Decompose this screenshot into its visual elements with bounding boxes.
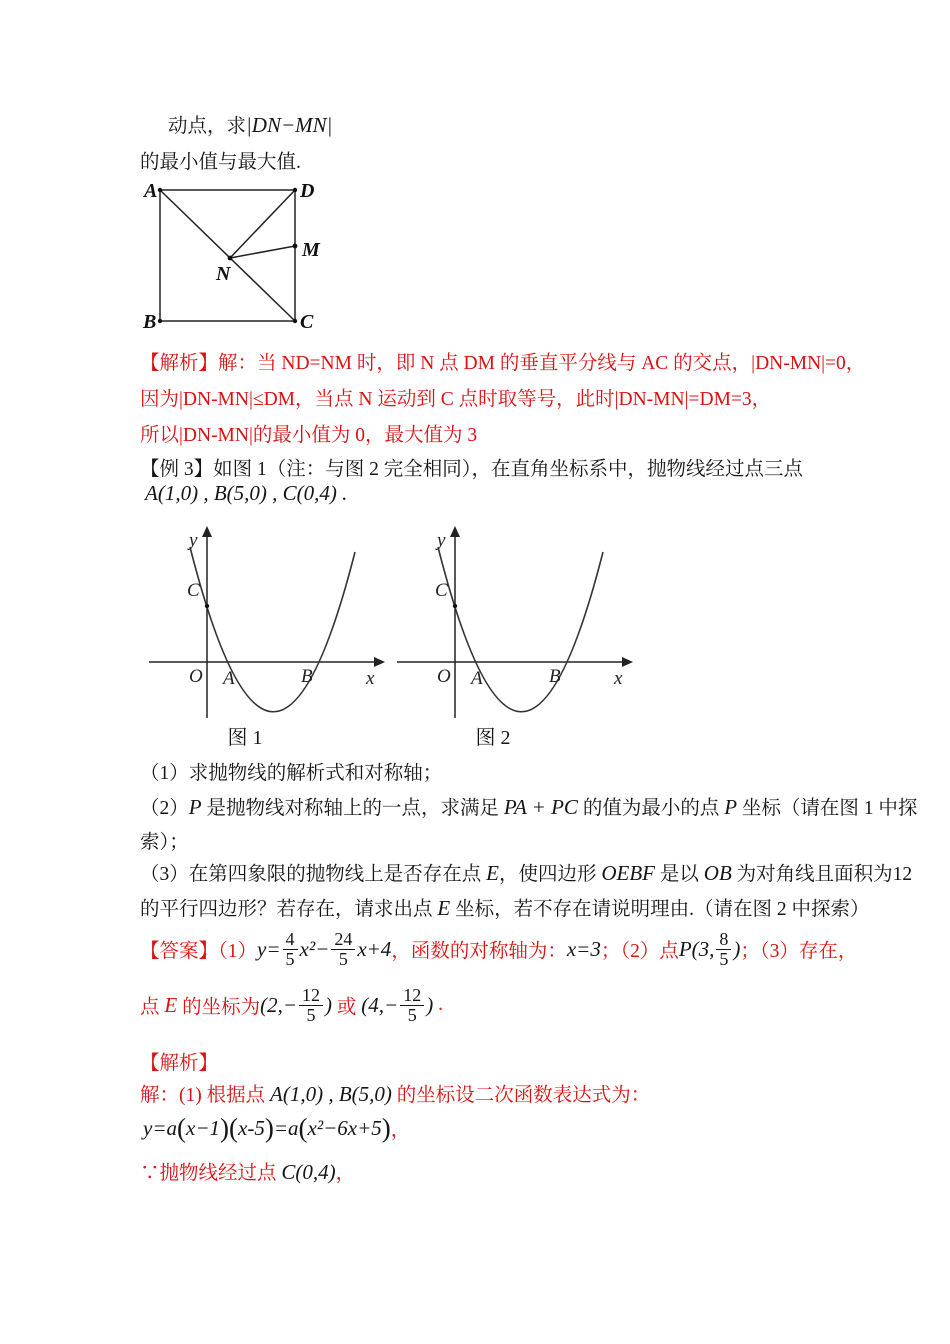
question-2-wrap: 索）； xyxy=(140,832,189,853)
label-M: M xyxy=(302,239,320,261)
answer-line-1: 【答案】（1） y= $\frac{4}{5}$ x²− $\frac{24}{5}$ x+4 ，函数的对称轴为： x=3 ；（2）点 P(3, $\frac{8}{5}$ ) ；（3）存在， xyxy=(140,928,858,969)
question-2: （2）P 是抛物线对称轴上的一点，求满足 PA + PC 的值为最小的点 P 坐标（请在图 1 中探 xyxy=(140,795,918,819)
label-C: C xyxy=(300,311,314,333)
label-B: B xyxy=(143,311,157,333)
parabola-figure-1 xyxy=(145,522,395,722)
B-label-1: B xyxy=(301,666,313,687)
parabola-figure-2 xyxy=(393,522,643,722)
A-label-2: A xyxy=(471,668,483,689)
label-A: A xyxy=(144,180,158,202)
analysis2-title: 【解析】 xyxy=(140,1053,219,1074)
parabola-curve-2 xyxy=(438,547,603,712)
analysis2-because: ∵抛物线经过点 C(0,4)， xyxy=(140,1160,356,1184)
y-label-1: y xyxy=(189,530,198,551)
square-figure xyxy=(140,174,350,344)
B-label-2: B xyxy=(549,666,561,687)
axes-1 xyxy=(149,534,375,718)
figure-2-caption: 图 2 xyxy=(475,727,511,749)
A-label-1: A xyxy=(223,668,235,689)
x-arrow-1 xyxy=(374,657,385,667)
intro-line-1: 动点，求|DN−MN| xyxy=(168,113,333,137)
parabola-curve-1 xyxy=(190,547,355,712)
analysis1-line-1: 【解析】解：当 ND=NM 时，即 N 点 DM 的垂直平分线与 AC 的交点，|DN-MN|=0， xyxy=(140,353,866,374)
label-N: N xyxy=(216,263,231,285)
C-label-2: C xyxy=(435,580,448,601)
origin-label-1: O xyxy=(189,666,203,687)
question-1: （1）求抛物线的解析式和对称轴； xyxy=(140,763,443,784)
y-arrow-2 xyxy=(450,526,460,537)
x-label-2: x xyxy=(614,668,623,689)
analysis2-step-1: 解：(1) 根据点 A(1,0) , B(5,0) 的坐标设二次函数表达式为： xyxy=(140,1082,651,1106)
origin-label-2: O xyxy=(437,666,451,687)
point-C-1 xyxy=(205,604,209,608)
example3-points: A(1,0) , B(5,0) , C(0,4) . xyxy=(145,481,348,505)
axes-2 xyxy=(397,534,623,718)
analysis2-formula: y=a ( x−1 ) ( x-5 ) =a ( x²−6x+5 ) ， xyxy=(143,1112,411,1143)
analysis1-line-2: 因为|DN-MN|≤DM，当点 N 运动到 C 点时取等号，此时|DN-MN|=DM=3， xyxy=(140,389,772,410)
x-label-1: x xyxy=(366,668,375,689)
y-label-2: y xyxy=(437,530,446,551)
y-arrow-1 xyxy=(202,526,212,537)
figure-1-caption: 图 1 xyxy=(227,727,263,749)
square-outline xyxy=(160,190,295,321)
label-D: D xyxy=(300,180,315,202)
example3-line-1: 【例 3】如图 1（注：与图 2 完全相同），在直角坐标系中，抛物线经过点三点 xyxy=(140,459,804,480)
question-3-line-2: 的平行四边形？若存在，请求出点 E 坐标，若不存在请说明理由.（请在图 2 中探索） xyxy=(140,896,870,920)
x-arrow-2 xyxy=(622,657,633,667)
analysis1-line-3: 所以|DN-MN|的最小值为 0，最大值为 3 xyxy=(140,425,478,446)
answer-line-2: 点 E 的坐标为 (2,− $\frac{12}{5}$ ) 或 (4,− $\frac{12}{5}$ ) . xyxy=(140,984,443,1025)
C-label-1: C xyxy=(187,580,200,601)
point-C-2 xyxy=(453,604,457,608)
intro-line-2: 的最小值与最大值. xyxy=(140,152,301,173)
question-3-line-1: （3）在第四象限的抛物线上是否存在点 E，使四边形 OEBF 是以 OB 为对角线且面积为12 xyxy=(140,861,913,885)
